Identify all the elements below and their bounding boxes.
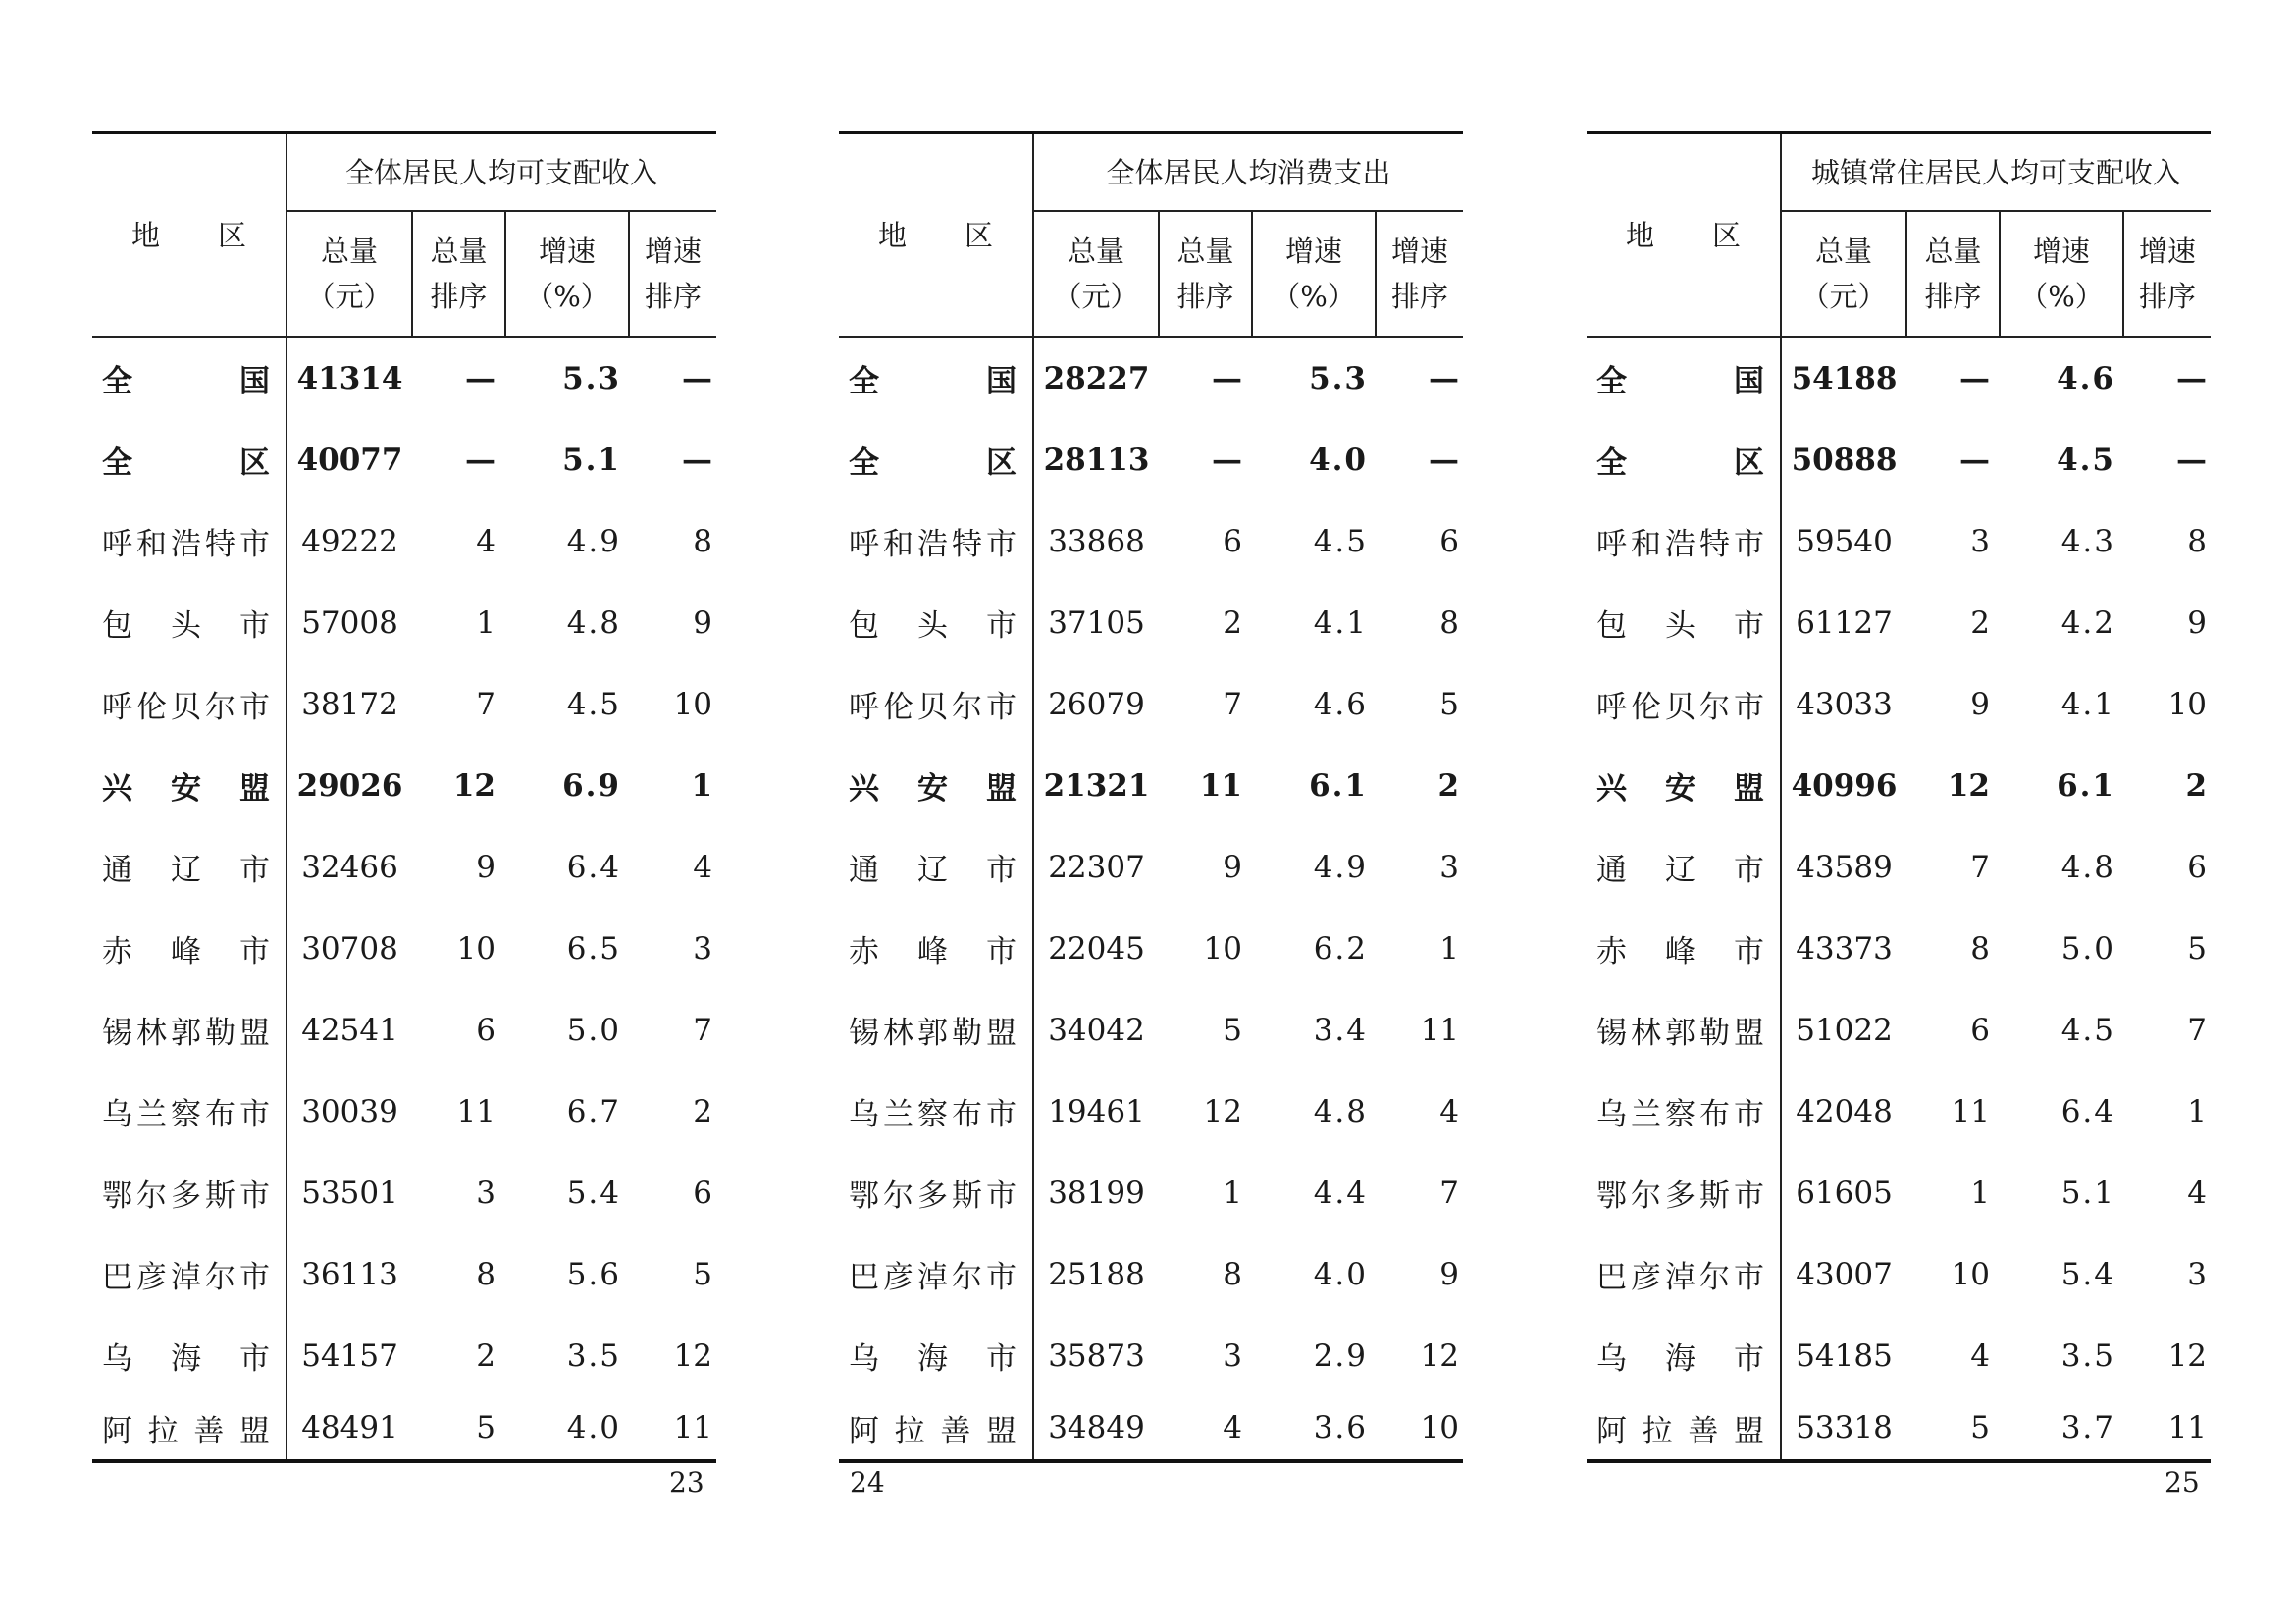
region-cell: 呼伦贝尔市	[102, 690, 272, 725]
rate-cell: 4.9	[566, 523, 621, 559]
rank-cell: 6	[1223, 523, 1242, 559]
rate-rank-cell: 12	[1420, 1337, 1460, 1374]
rate-cell: 6.9	[562, 767, 621, 804]
table-row	[1587, 1233, 2211, 1315]
rank-cell: 9	[476, 849, 496, 885]
table-title: 城镇常住居民人均可支配收入	[1781, 133, 2211, 212]
rate-rank-cell: 2	[1437, 767, 1460, 804]
region-cell: 全区	[849, 445, 1018, 481]
rate-cell: 4.5	[2060, 1012, 2115, 1048]
rate-cell: 6.1	[2057, 767, 2115, 804]
total-cell: 34849	[1033, 1396, 1159, 1461]
table-row	[839, 663, 1463, 745]
table-row	[839, 1071, 1463, 1152]
rate-rank-cell: 7	[2187, 1012, 2208, 1048]
region-cell: 乌兰察布市	[102, 1097, 272, 1132]
total-cell: 36113	[287, 1233, 412, 1315]
rank-cell: 1	[1970, 1175, 1990, 1211]
rank-cell: 11	[1199, 767, 1242, 804]
region-cell: 阿拉善盟	[102, 1413, 272, 1449]
table-body	[839, 337, 1463, 1461]
table-row	[839, 1233, 1463, 1315]
region-cell: 鄂尔多斯市	[102, 1179, 272, 1214]
rate-rank-cell: 11	[673, 1410, 713, 1445]
rate-rank-cell: 8	[693, 523, 713, 559]
table-row	[1587, 419, 2211, 500]
total-cell: 30708	[287, 908, 412, 989]
total-cell: 28113	[1033, 419, 1159, 500]
table-row	[1587, 337, 2211, 419]
region-cell: 阿拉善盟	[849, 1413, 1018, 1449]
rate-cell: 5.4	[566, 1175, 621, 1211]
rate-rank-cell: 1	[691, 767, 713, 804]
col-header-total: 总量 （元）	[1781, 211, 1906, 337]
table-row	[839, 1396, 1463, 1461]
rank-cell: 4	[476, 523, 496, 559]
region-cell: 赤峰市	[849, 934, 1018, 969]
rate-cell: 5.4	[2060, 1256, 2115, 1292]
region-cell: 乌海市	[1596, 1341, 1766, 1377]
region-cell: 巴彦淖尔市	[1596, 1260, 1766, 1295]
table-row	[92, 1396, 716, 1461]
rate-rank-cell: 9	[2187, 604, 2208, 641]
table-row	[1587, 1396, 2211, 1461]
rate-rank-cell: 7	[1439, 1175, 1460, 1211]
total-cell: 42048	[1781, 1071, 1906, 1152]
rate-rank-cell: 6	[1439, 523, 1460, 559]
rank-cell: 6	[476, 1012, 496, 1048]
page-number: 23	[669, 1466, 704, 1498]
rate-cell: 3.5	[566, 1337, 621, 1374]
total-cell: 35873	[1033, 1315, 1159, 1396]
rate-rank-cell: 10	[1420, 1410, 1460, 1445]
region-cell: 呼和浩特市	[102, 527, 272, 562]
total-cell: 28227	[1033, 337, 1159, 419]
rate-rank-cell: 4	[2187, 1175, 2208, 1211]
table-body	[1587, 337, 2211, 1461]
region-cell: 全国	[849, 364, 1018, 399]
region-cell: 赤峰市	[1596, 934, 1766, 969]
rate-rank-cell: 3	[693, 930, 713, 967]
rank-cell: 11	[456, 1093, 496, 1129]
data-table	[839, 131, 1463, 1463]
region-cell: 包头市	[849, 608, 1018, 644]
rate-cell: 4.0	[566, 1410, 621, 1445]
consumption-all-residents-table	[839, 131, 1463, 1463]
col-header-rate-rank: 增速 排序	[1376, 211, 1463, 337]
total-cell: 54185	[1781, 1315, 1906, 1396]
region-cell: 包头市	[1596, 608, 1766, 644]
region-cell: 赤峰市	[102, 934, 272, 969]
data-table	[92, 131, 716, 1463]
rate-rank-cell: 8	[1439, 604, 1460, 641]
total-cell: 61605	[1781, 1152, 1906, 1233]
rate-cell: 6.7	[566, 1093, 621, 1129]
rate-cell: 6.2	[1313, 930, 1368, 967]
rate-rank-cell: 11	[1420, 1012, 1460, 1048]
rate-cell: 4.1	[2060, 686, 2115, 722]
table-row	[1587, 663, 2211, 745]
rank-cell: —	[465, 360, 496, 396]
total-cell: 43373	[1781, 908, 1906, 989]
rate-cell: 4.3	[2060, 523, 2115, 559]
total-cell: 49222	[287, 500, 412, 582]
col-header-rate: 增速 （%）	[1252, 211, 1376, 337]
total-cell: 29026	[287, 745, 412, 826]
rank-cell: 7	[1970, 849, 1990, 885]
region-cell: 兴安盟	[849, 771, 1018, 807]
table-row	[92, 337, 716, 419]
rate-rank-cell: 7	[693, 1012, 713, 1048]
table-row	[92, 826, 716, 908]
region-cell: 全区	[102, 445, 272, 481]
rate-rank-cell: 5	[1439, 686, 1460, 722]
rate-cell: 6.1	[1309, 767, 1368, 804]
rate-cell: 4.4	[1313, 1175, 1368, 1211]
rate-rank-cell: 1	[1439, 930, 1460, 967]
col-header-rate-rank: 增速 排序	[629, 211, 716, 337]
table-row	[92, 989, 716, 1071]
total-cell: 43007	[1781, 1233, 1906, 1315]
rank-cell: 5	[476, 1410, 496, 1445]
total-cell: 53318	[1781, 1396, 1906, 1461]
rank-cell: 10	[1203, 930, 1242, 967]
rate-cell: 6.4	[2060, 1093, 2115, 1129]
rate-cell: 5.6	[566, 1256, 621, 1292]
region-cell: 鄂尔多斯市	[1596, 1179, 1766, 1214]
region-header: 地 区	[92, 133, 287, 338]
rank-cell: 8	[1970, 930, 1990, 967]
rate-rank-cell: —	[682, 360, 713, 396]
rank-cell: 3	[1970, 523, 1990, 559]
rate-cell: 5.3	[562, 360, 621, 396]
table-row	[1587, 1315, 2211, 1396]
rate-cell: 4.1	[1313, 604, 1368, 641]
region-cell: 锡林郭勒盟	[102, 1016, 272, 1051]
total-cell: 40996	[1781, 745, 1906, 826]
table-row	[1587, 582, 2211, 663]
total-cell: 48491	[287, 1396, 412, 1461]
table-row	[92, 419, 716, 500]
rate-cell: 4.0	[1309, 442, 1368, 478]
rate-cell: 4.0	[1313, 1256, 1368, 1292]
total-cell: 54188	[1781, 337, 1906, 419]
page-number: 24	[850, 1466, 885, 1498]
rate-cell: 5.0	[2060, 930, 2115, 967]
rank-cell: 8	[1223, 1256, 1242, 1292]
table-row	[92, 1071, 716, 1152]
rank-cell: 12	[1947, 767, 1990, 804]
rate-cell: 4.2	[2060, 604, 2115, 641]
table-row	[1587, 500, 2211, 582]
rate-rank-cell: 5	[2187, 930, 2208, 967]
total-cell: 37105	[1033, 582, 1159, 663]
rate-rank-cell: 10	[2167, 686, 2208, 722]
rank-cell: 4	[1223, 1410, 1242, 1445]
rate-rank-cell: 3	[2187, 1256, 2208, 1292]
col-header-total: 总量 （元）	[1033, 211, 1159, 337]
table-row	[839, 745, 1463, 826]
rate-rank-cell: 2	[2185, 767, 2208, 804]
rate-rank-cell: 1	[2187, 1093, 2208, 1129]
rate-rank-cell: —	[2176, 360, 2208, 396]
region-cell: 锡林郭勒盟	[1596, 1016, 1766, 1051]
rate-cell: 4.5	[1313, 523, 1368, 559]
rate-rank-cell: —	[2176, 442, 2208, 478]
total-cell: 41314	[287, 337, 412, 419]
region-cell: 呼伦贝尔市	[1596, 690, 1766, 725]
region-cell: 包头市	[102, 608, 272, 644]
region-cell: 巴彦淖尔市	[102, 1260, 272, 1295]
rank-cell: 1	[476, 604, 496, 641]
rate-rank-cell: 4	[1439, 1093, 1460, 1129]
region-cell: 全区	[1596, 445, 1766, 481]
table-row	[1587, 826, 2211, 908]
region-cell: 全国	[1596, 364, 1766, 399]
rank-cell: 5	[1223, 1012, 1242, 1048]
rate-cell: 5.1	[2060, 1175, 2115, 1211]
data-table	[1587, 131, 2211, 1463]
rank-cell: 2	[476, 1337, 496, 1374]
region-cell: 锡林郭勒盟	[849, 1016, 1018, 1051]
rate-cell: 3.6	[1313, 1410, 1368, 1445]
table-row	[1587, 908, 2211, 989]
region-header: 地 区	[1587, 133, 1781, 338]
rate-rank-cell: 9	[693, 604, 713, 641]
rank-cell: —	[1212, 360, 1242, 396]
rate-cell: 3.4	[1313, 1012, 1368, 1048]
total-cell: 61127	[1781, 582, 1906, 663]
region-cell: 乌兰察布市	[1596, 1097, 1766, 1132]
rank-cell: 4	[1970, 1337, 1990, 1374]
region-cell: 阿拉善盟	[1596, 1413, 1766, 1449]
region-cell: 呼和浩特市	[1596, 527, 1766, 562]
table-row	[92, 1233, 716, 1315]
total-cell: 43033	[1781, 663, 1906, 745]
table-row	[839, 826, 1463, 908]
total-cell: 50888	[1781, 419, 1906, 500]
table-row	[92, 908, 716, 989]
rate-cell: 5.0	[566, 1012, 621, 1048]
total-cell: 33868	[1033, 500, 1159, 582]
total-cell: 25188	[1033, 1233, 1159, 1315]
rate-rank-cell: —	[1429, 360, 1460, 396]
table-row	[1587, 1152, 2211, 1233]
total-cell: 19461	[1033, 1071, 1159, 1152]
region-header: 地 区	[839, 133, 1033, 338]
region-cell: 兴安盟	[102, 771, 272, 807]
region-cell: 呼伦贝尔市	[849, 690, 1018, 725]
total-cell: 38199	[1033, 1152, 1159, 1233]
rate-cell: 3.5	[2060, 1337, 2115, 1374]
region-cell: 巴彦淖尔市	[849, 1260, 1018, 1295]
rank-cell: 1	[1223, 1175, 1242, 1211]
total-cell: 40077	[287, 419, 412, 500]
table-row	[839, 337, 1463, 419]
rank-cell: —	[1959, 442, 1990, 478]
region-cell: 兴安盟	[1596, 771, 1766, 807]
col-header-rank: 总量 排序	[1159, 211, 1252, 337]
rate-cell: 6.4	[566, 849, 621, 885]
total-cell: 38172	[287, 663, 412, 745]
table-row	[92, 1315, 716, 1396]
rate-rank-cell: 12	[2167, 1337, 2208, 1374]
rank-cell: —	[465, 442, 496, 478]
rate-cell: 4.5	[566, 686, 621, 722]
total-cell: 22307	[1033, 826, 1159, 908]
table-row	[839, 1152, 1463, 1233]
rank-cell: 6	[1970, 1012, 1990, 1048]
rate-cell: 4.8	[566, 604, 621, 641]
rate-rank-cell: 6	[2187, 849, 2208, 885]
rate-rank-cell: 4	[693, 849, 713, 885]
rank-cell: 9	[1970, 686, 1990, 722]
rate-rank-cell: —	[1429, 442, 1460, 478]
total-cell: 43589	[1781, 826, 1906, 908]
rate-cell: 4.6	[2057, 360, 2115, 396]
table-title: 全体居民人均消费支出	[1033, 133, 1463, 212]
rate-cell: 3.7	[2060, 1410, 2115, 1445]
table-row	[839, 989, 1463, 1071]
rate-cell: 5.3	[1309, 360, 1368, 396]
table-row	[92, 582, 716, 663]
region-cell: 通辽市	[1596, 853, 1766, 888]
total-cell: 22045	[1033, 908, 1159, 989]
table-row	[839, 1315, 1463, 1396]
col-header-rate: 增速 （%）	[2000, 211, 2123, 337]
rate-cell: 6.5	[566, 930, 621, 967]
region-cell: 通辽市	[102, 853, 272, 888]
table-body	[92, 337, 716, 1461]
table-row	[92, 1152, 716, 1233]
rate-rank-cell: 8	[2187, 523, 2208, 559]
total-cell: 57008	[287, 582, 412, 663]
rank-cell: 9	[1223, 849, 1242, 885]
rate-rank-cell: —	[682, 442, 713, 478]
table-row	[839, 582, 1463, 663]
table-row	[92, 500, 716, 582]
total-cell: 42541	[287, 989, 412, 1071]
table-row	[1587, 745, 2211, 826]
rate-cell: 4.9	[1313, 849, 1368, 885]
total-cell: 53501	[287, 1152, 412, 1233]
total-cell: 26079	[1033, 663, 1159, 745]
total-cell: 30039	[287, 1071, 412, 1152]
total-cell: 59540	[1781, 500, 1906, 582]
table-row	[92, 663, 716, 745]
rank-cell: 12	[452, 767, 496, 804]
region-cell: 呼和浩特市	[849, 527, 1018, 562]
rate-rank-cell: 6	[693, 1175, 713, 1211]
total-cell: 21321	[1033, 745, 1159, 826]
total-cell: 32466	[287, 826, 412, 908]
rank-cell: —	[1212, 442, 1242, 478]
col-header-total: 总量 （元）	[287, 211, 412, 337]
rate-cell: 4.6	[1313, 686, 1368, 722]
rate-cell: 4.8	[2060, 849, 2115, 885]
rank-cell: 2	[1970, 604, 1990, 641]
region-cell: 全国	[102, 364, 272, 399]
col-header-rate-rank: 增速 排序	[2123, 211, 2211, 337]
rank-cell: 10	[1951, 1256, 1990, 1292]
rate-cell: 5.1	[562, 442, 621, 478]
region-cell: 乌兰察布市	[849, 1097, 1018, 1132]
total-cell: 34042	[1033, 989, 1159, 1071]
rate-cell: 4.8	[1313, 1093, 1368, 1129]
income-all-residents-table	[92, 131, 716, 1463]
rank-cell: 10	[456, 930, 496, 967]
col-header-rate: 增速 （%）	[505, 211, 629, 337]
rank-cell: 12	[1203, 1093, 1242, 1129]
rank-cell: 7	[1223, 686, 1242, 722]
rate-cell: 4.5	[2057, 442, 2115, 478]
income-urban-residents-table	[1587, 131, 2211, 1463]
rate-rank-cell: 9	[1439, 1256, 1460, 1292]
region-cell: 鄂尔多斯市	[849, 1179, 1018, 1214]
rank-cell: 7	[476, 686, 496, 722]
rate-rank-cell: 10	[673, 686, 713, 722]
rank-cell: 3	[1223, 1337, 1242, 1374]
table-row	[1587, 989, 2211, 1071]
table-row	[1587, 1071, 2211, 1152]
table-row	[839, 500, 1463, 582]
total-cell: 51022	[1781, 989, 1906, 1071]
table-row	[839, 908, 1463, 989]
page-number: 25	[2165, 1466, 2200, 1498]
rank-cell: 11	[1951, 1093, 1990, 1129]
rank-cell: 5	[1970, 1410, 1990, 1445]
region-cell: 通辽市	[849, 853, 1018, 888]
rank-cell: 8	[476, 1256, 496, 1292]
col-header-rank: 总量 排序	[1906, 211, 2000, 337]
col-header-rank: 总量 排序	[412, 211, 505, 337]
table-title: 全体居民人均可支配收入	[287, 133, 716, 212]
total-cell: 54157	[287, 1315, 412, 1396]
region-cell: 乌海市	[102, 1341, 272, 1377]
rank-cell: —	[1959, 360, 1990, 396]
rate-rank-cell: 3	[1439, 849, 1460, 885]
rate-cell: 2.9	[1313, 1337, 1368, 1374]
table-row	[839, 419, 1463, 500]
rank-cell: 3	[476, 1175, 496, 1211]
rank-cell: 2	[1223, 604, 1242, 641]
rate-rank-cell: 11	[2167, 1410, 2208, 1445]
rate-rank-cell: 5	[693, 1256, 713, 1292]
table-row	[92, 745, 716, 826]
rate-rank-cell: 12	[673, 1337, 713, 1374]
region-cell: 乌海市	[849, 1341, 1018, 1377]
rate-rank-cell: 2	[693, 1093, 713, 1129]
